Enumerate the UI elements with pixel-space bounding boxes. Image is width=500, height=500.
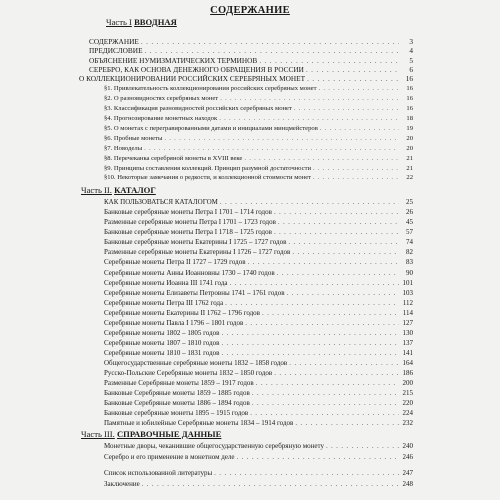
toc-entry-label: Серебряные монеты Екатерины II 1762 – 1796 годов bbox=[104, 309, 260, 317]
toc-section[interactable] bbox=[104, 154, 413, 164]
toc-section-label: §10. Некоторые замечания о редкости, и коллекционной стоимости монет bbox=[104, 174, 312, 181]
toc-entry-page: 114 bbox=[402, 309, 413, 317]
part3-number: Часть III. bbox=[81, 429, 115, 439]
toc-section-page: 20 bbox=[406, 135, 413, 142]
toc-section-page: 21 bbox=[406, 165, 413, 172]
toc-entry[interactable] bbox=[104, 441, 413, 451]
toc-entry[interactable] bbox=[104, 227, 413, 237]
toc-entry-page: 103 bbox=[402, 289, 413, 297]
toc-entry-label: Памятные и юбилейные Серебряные монеты 1834 – 1914 годов bbox=[104, 419, 294, 427]
part3-name: СПРАВОЧНЫЕ ДАННЫЕ bbox=[116, 429, 222, 439]
toc-entry-page: 6 bbox=[409, 65, 413, 74]
toc-section-page: 16 bbox=[406, 105, 413, 112]
toc-section[interactable] bbox=[104, 173, 413, 183]
toc-entry-label: КАК ПОЛЬЗОВАТЬСЯ КАТАЛОГОМ bbox=[104, 198, 218, 206]
toc-section-page: 16 bbox=[406, 95, 413, 102]
toc-entry-page: 90 bbox=[406, 269, 413, 277]
part1-name: ВВОДНАЯ bbox=[134, 17, 177, 27]
toc-entry[interactable] bbox=[104, 268, 413, 278]
part2-heading bbox=[81, 185, 156, 195]
toc-entry-label: Серебряные монеты Петра III 1762 года bbox=[104, 299, 224, 307]
toc-entry[interactable] bbox=[104, 308, 413, 318]
toc-entry-label: Серебряные монеты 1810 – 1831 годов bbox=[104, 349, 220, 357]
toc-section-label: §7. Новоделы bbox=[104, 145, 143, 152]
toc-entry[interactable] bbox=[104, 288, 413, 298]
toc-section-label: §8. Перечеканка серебряной монеты в XVIII веке bbox=[104, 155, 243, 162]
toc-entry-label: Банковые серебряные монеты 1895 – 1915 годов bbox=[104, 409, 249, 417]
toc-section-page: 22 bbox=[406, 174, 413, 181]
toc-entry-page: 186 bbox=[402, 369, 413, 377]
toc-entry[interactable] bbox=[79, 74, 413, 84]
toc-entry-label: Банковые Серебряные монеты 1886 – 1894 годов bbox=[104, 399, 250, 407]
toc-entry-label: О КОЛЛЕКЦИОНИРОВАНИИ РОССИЙСКИХ СЕРЕБРЯНЫХ МОНЕТ bbox=[79, 74, 306, 83]
toc-entry-page: 82 bbox=[406, 248, 413, 256]
toc-section-label: §1. Привлекательность коллекционирования российских серебряных монет bbox=[104, 85, 317, 92]
toc-entry-label: Русско-Польские Серебряные монеты 1832 – 1850 годов bbox=[104, 369, 273, 377]
toc-entry-label: Серебряные монеты Анны Иоанновны 1730 – 1740 годов bbox=[104, 269, 275, 277]
toc-entry[interactable] bbox=[104, 378, 413, 388]
toc-entry-label: ОБЪЯСНЕНИЕ НУМИЗМАТИЧЕСКИХ ТЕРМИНОВ bbox=[89, 56, 258, 65]
toc-entry-page: 224 bbox=[402, 409, 413, 417]
toc-entry[interactable] bbox=[104, 358, 413, 368]
toc-section-page: 20 bbox=[406, 145, 413, 152]
page-title-text: СОДЕРЖАНИЕ bbox=[210, 5, 290, 16]
toc-entry[interactable] bbox=[104, 479, 413, 489]
toc-entry-page: 3 bbox=[409, 37, 413, 46]
toc-section-label: §3. Классификация разновидностей российских серебряных монет bbox=[104, 105, 292, 112]
toc-entry[interactable] bbox=[104, 418, 413, 428]
toc-entry-label: Список использованной литературы bbox=[104, 469, 213, 477]
toc-entry-page: 137 bbox=[402, 339, 413, 347]
toc-entry[interactable] bbox=[104, 318, 413, 328]
toc-entry-label: Разменные серебряные монеты Петра I 1701 – 1723 годов bbox=[104, 218, 276, 226]
toc-entry-page: 246 bbox=[402, 453, 413, 461]
toc-entry-page: 16 bbox=[405, 74, 413, 83]
toc-entry[interactable] bbox=[104, 388, 413, 398]
toc-section[interactable] bbox=[104, 84, 413, 94]
toc-entry-page: 127 bbox=[402, 319, 413, 327]
part2-number: Часть II. bbox=[81, 185, 112, 195]
toc-entry-label: Разменные Серебряные монеты 1859 – 1917 годов bbox=[104, 379, 254, 387]
toc-entry-label: СОДЕРЖАНИЕ bbox=[89, 37, 139, 46]
toc-section[interactable] bbox=[104, 124, 413, 134]
part2-name: КАТАЛОГ bbox=[114, 185, 156, 195]
toc-entry-label: Серебряные монеты Иоанна III 1741 года bbox=[104, 279, 228, 287]
toc-entry-label: СЕРЕБРО, КАК ОСНОВА ДЕНЕЖНОГО ОБРАЩЕНИЯ В РОССИИ bbox=[89, 65, 304, 74]
toc-entry[interactable] bbox=[104, 217, 413, 227]
toc-entry-page: 215 bbox=[402, 389, 413, 397]
toc-section[interactable] bbox=[104, 114, 413, 124]
toc-entry-label: Заключение bbox=[104, 480, 140, 488]
toc-entry-page: 112 bbox=[402, 299, 413, 307]
toc-entry-label: Банковые серебряные монеты Петра I 1718 – 1725 годов bbox=[104, 228, 272, 236]
toc-entry-page: 25 bbox=[406, 198, 413, 206]
part1-number: Часть I bbox=[106, 17, 132, 27]
toc-entry[interactable] bbox=[104, 207, 413, 217]
toc-section[interactable] bbox=[104, 134, 413, 144]
toc-entry[interactable] bbox=[104, 368, 413, 378]
toc-entry-label: Серебряные монеты 1807 – 1810 годов bbox=[104, 339, 220, 347]
toc-section-label: §5. О монетах с перегравированными датами и инициалами минцмейстеров bbox=[104, 125, 318, 132]
toc-entry-page: 45 bbox=[406, 218, 413, 226]
toc-section-label: §4. Прогнозирование монетных находок bbox=[104, 115, 218, 122]
part1-heading bbox=[106, 17, 177, 27]
toc-entry-label: Банковые серебряные монеты Екатерины I 1725 – 1727 годов bbox=[104, 238, 287, 246]
toc-entry-label: Серебряные монеты Петра II 1727 – 1729 годов bbox=[104, 258, 246, 266]
toc-entry[interactable] bbox=[89, 46, 413, 56]
toc-entry[interactable] bbox=[104, 278, 413, 288]
toc-entry-label: Банковые серебряные монеты Петра I 1701 – 1714 годов bbox=[104, 208, 272, 216]
toc-entry-page: 57 bbox=[406, 228, 413, 236]
toc-entry-page: 220 bbox=[402, 399, 413, 407]
toc-entry[interactable] bbox=[104, 298, 413, 308]
toc-section[interactable] bbox=[104, 104, 413, 114]
toc-entry[interactable] bbox=[104, 468, 413, 478]
toc-entry-page: 83 bbox=[406, 258, 413, 266]
toc-entry[interactable] bbox=[104, 338, 413, 348]
toc-section-page: 18 bbox=[406, 115, 413, 122]
toc-entry-page: 141 bbox=[402, 349, 413, 357]
toc-entry-page: 26 bbox=[406, 208, 413, 216]
toc-entry-label: Серебро и его применение в монетном деле bbox=[104, 453, 235, 461]
toc-section-page: 19 bbox=[406, 125, 413, 132]
toc-entry[interactable] bbox=[104, 247, 413, 257]
part3-heading bbox=[81, 429, 221, 439]
toc-entry[interactable] bbox=[104, 197, 413, 207]
toc-entry-page: 101 bbox=[402, 279, 413, 287]
toc-entry[interactable] bbox=[104, 408, 413, 418]
toc-entry-label: Серебряные монеты 1802 – 1805 годов bbox=[104, 329, 220, 337]
toc-entry-label: Серебряные монеты Павла I 1796 – 1801 годов bbox=[104, 319, 244, 327]
toc-section-label: §6. Пробные монеты bbox=[104, 135, 163, 142]
toc-entry-page: 248 bbox=[402, 480, 413, 488]
toc-section-label: §2. О разновидностях серебряных монет bbox=[104, 95, 219, 102]
toc-section[interactable] bbox=[104, 144, 413, 154]
toc-entry[interactable] bbox=[104, 348, 413, 358]
toc-section-page: 21 bbox=[406, 155, 413, 162]
toc-entry[interactable] bbox=[104, 328, 413, 338]
toc-entry-label: Монетные дворы, чеканившие общегосударственную серебряную монету bbox=[104, 442, 324, 450]
toc-section-page: 16 bbox=[406, 85, 413, 92]
toc-entry-page: 200 bbox=[402, 379, 413, 387]
toc-entry-label: Разменные серебряные монеты Екатерины I 1726 – 1727 годов bbox=[104, 248, 291, 256]
page-title bbox=[0, 5, 500, 16]
toc-entry[interactable] bbox=[104, 452, 413, 462]
toc-entry-label: Серебряные монеты Елизаветы Петровны 1741 – 1761 годов bbox=[104, 289, 285, 297]
toc-entry-page: 5 bbox=[409, 56, 413, 65]
toc-entry-page: 130 bbox=[402, 329, 413, 337]
toc-entry-page: 240 bbox=[402, 442, 413, 450]
toc-section-label: §9. Принципы составления коллекций. Принцип разумной достаточности bbox=[104, 165, 311, 172]
toc-entry[interactable] bbox=[104, 398, 413, 408]
toc-entry-label: Общегосударственные серебряные монеты 1832 – 1858 годов bbox=[104, 359, 288, 367]
toc-entry-label: Банковые Серебряные монеты 1859 – 1885 годов bbox=[104, 389, 250, 397]
toc-entry-label: ПРЕДИСЛОВИЕ bbox=[89, 46, 143, 55]
toc-entry-page: 247 bbox=[402, 469, 413, 477]
toc-entry[interactable] bbox=[104, 257, 413, 267]
toc-entry-page: 164 bbox=[402, 359, 413, 367]
toc-entry-page: 4 bbox=[409, 46, 413, 55]
toc-entry-page: 74 bbox=[406, 238, 413, 246]
toc-section[interactable] bbox=[104, 94, 413, 104]
toc-entry[interactable] bbox=[104, 237, 413, 247]
toc-entry-page: 232 bbox=[402, 419, 413, 427]
